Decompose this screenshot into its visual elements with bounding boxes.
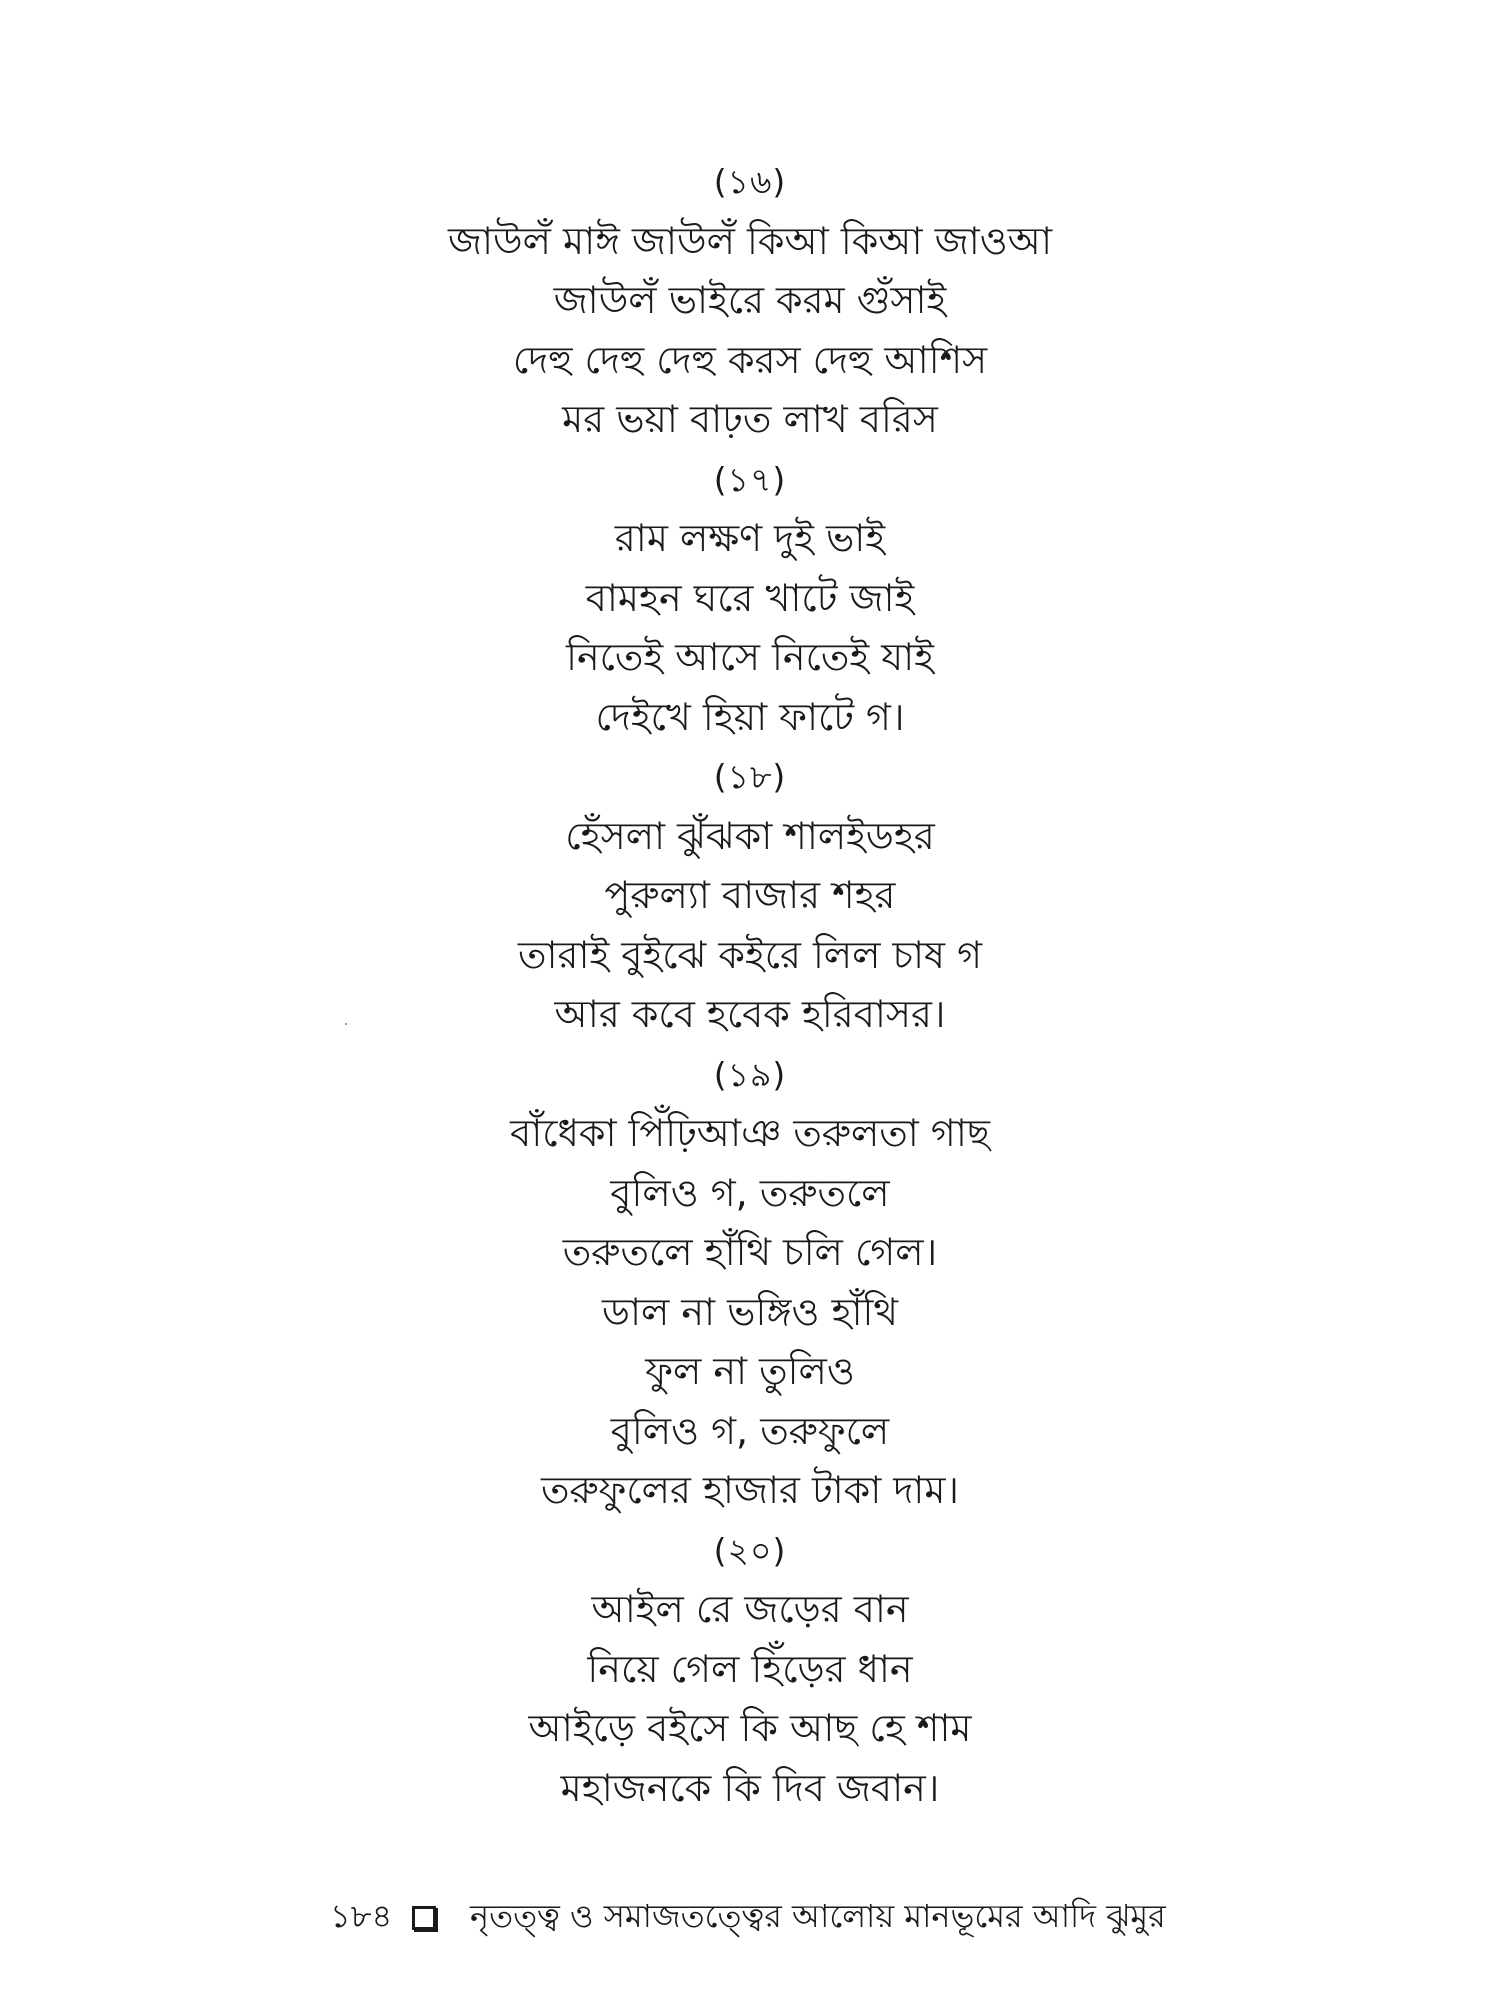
verse-line: বামহন ঘরে খাটে জাই [585, 575, 915, 620]
verse-line: ডাল না ভঙ্গিও হাঁথি [601, 1289, 899, 1334]
verse-number: (১৭) [713, 459, 787, 499]
verse-line: দেইখে হিয়া ফাটে গ। [595, 694, 905, 739]
verse-line: দেহু দেহু দেহু করস দেহু আশিস [512, 337, 988, 382]
verse-line: বুলিও গ, তরুতলে [610, 1170, 890, 1215]
square-box-icon [412, 1906, 436, 1930]
verse-line: মহাজনকে কি দিব জবান। [560, 1765, 940, 1810]
page-number: ১৮৪ [330, 1897, 393, 1935]
poem-collection [0, 152, 1500, 1818]
verse-line: নিয়ে গেল হিঁড়ের ধান [587, 1646, 913, 1691]
verse-line: ফুল না তুলিও [645, 1349, 855, 1393]
verse-line: তরুতলে হাঁথি চলি গেল। [562, 1230, 938, 1274]
verse-line: আর কবে হবেক হরিবাসর। [554, 992, 946, 1036]
verse-number: (১৯) [713, 1054, 787, 1094]
verse-line: পুরুল্যা বাজার শহর [604, 873, 896, 917]
verse-number: (২০) [713, 1530, 787, 1570]
verse-line: মর ভয়া বাঢ়ত লাখ বরিস [562, 397, 938, 441]
verse-line: আইল রে জড়ের বান [591, 1587, 909, 1631]
book-title: নৃতত্ত্ব ও সমাজতত্ত্বের আলোয় মানভূমের আদি ঝুমুর [470, 1897, 1166, 1935]
verse-line: বাঁধেকা পিঁঢ়িআঞ তরুলতা গাছ [510, 1111, 990, 1155]
verse-line: আইড়ে বইসে কি আছ হে শাম [528, 1706, 972, 1750]
verse-line: তরুফুলের হাজার টাকা দাম। [540, 1468, 960, 1512]
verse-line: জাউলঁ ভাইরে করম গুঁসাই [553, 278, 947, 322]
verse-line: নিতেই আসে নিতেই যাই [566, 635, 934, 679]
page-footer [330, 1888, 1330, 1948]
verse-line: বুলিও গ, তরুফুলে [610, 1408, 890, 1453]
verse-line: তারাই বুইঝে কইরে লিল চাষ গ [518, 932, 982, 977]
verse-line: রাম লক্ষণ দুই ভাই [614, 516, 886, 560]
scan-speck [345, 1023, 347, 1025]
verse-line: হেঁসলা ঝুঁঝকা শালইডহর [565, 813, 935, 858]
verse-number: (১৬) [713, 162, 787, 201]
verse-number: (১৮) [713, 757, 787, 796]
verse-line: জাউলঁ মাঈ জাউলঁ কিআ কিআ জাওআ [447, 218, 1053, 263]
